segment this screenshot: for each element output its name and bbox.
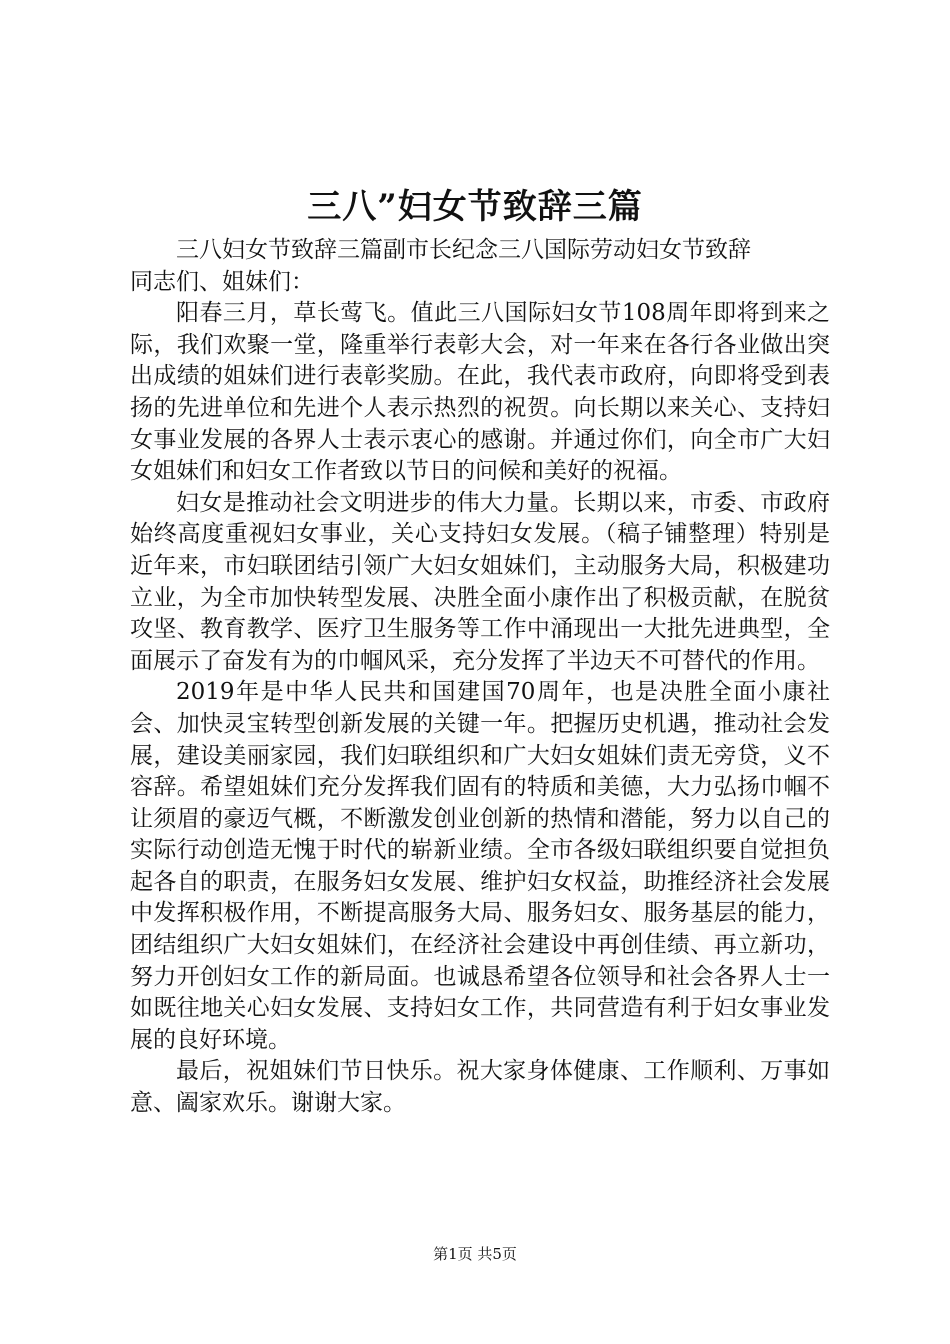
document-title: 三八”妇女节致辞三篇: [307, 187, 643, 227]
paragraph-2019: 2019年是中华人民共和国建国70周年，也是决胜全面小康社会、加快灵宝转型创新发展的关键一年。把握历史机遇，推动社会发展，建设美丽家园，我们妇联组织和广大妇女姐妹们责无旁贷，义不容辞。希望姐妹们充分发挥我们固有的特质和美德，大力弘扬巾帼不让须眉的豪迈气概，不断激发创业创新的热情和潜能，努力以自己的实际行动创造无愧于时代的崭新业绩。全市各级妇联组织要自觉担负起各自的职责，在服务妇女发展、维护妇女权益，助推经济社会发展中发挥积极作用，不断提高服务大局、服务妇女、服务基层的能力，团结组织广大妇女姐妹们，在经济社会建设中再创佳绩、再立新功，努力开创妇女工作的新局面。也诚恳希望各位领导和社会各界人士一如既往地关心妇女发展、支持妇女工作，共同营造有利于妇女事业发展的良好环境。: [130, 679, 830, 1053]
paragraph-closing: 最后，祝姐妹们节日快乐。祝大家身体健康、工作顺利、万事如意、阖家欢乐。谢谢大家。: [130, 1058, 830, 1117]
page-number-footer: 第1页 共5页: [433, 1245, 517, 1263]
paragraph-greeting: 阳春三月，草长莺飞。值此三八国际妇女节108周年即将到来之际，我们欢聚一堂，隆重举行表彰大会，对一年来在各行各业做出突出成绩的姐妹们进行表彰奖励。在此，我代表市政府，向即将受到表扬的先进单位和先进个人表示热烈的祝贺。向长期以来关心、支持妇女事业发展的各界人士表示衷心的感谢。并通过你们，向全市广大妇女姐妹们和妇女工作者致以节日的问候和美好的祝福。: [130, 300, 830, 485]
paragraph-women-force: 妇女是推动社会文明进步的伟大力量。长期以来，市委、市政府始终高度重视妇女事业，关心支持妇女发展。（稿子铺整理）特别是近年来，市妇联团结引领广大妇女姐妹们，主动服务大局，积极建功立业，为全市加快转型发展、决胜全面小康作出了积极贡献，在脱贫攻坚、教育教学、医疗卫生服务等工作中涌现出一大批先进典型，全面展示了奋发有为的巾帼风采，充分发挥了半边天不可替代的作用。: [130, 489, 830, 674]
paragraph-intro: 三八妇女节致辞三篇副市长纪念三八国际劳动妇女节致辞: [176, 237, 751, 263]
document-body: [130, 235, 830, 1120]
paragraph-salutation: 同志们、姐妹们：: [130, 268, 314, 295]
